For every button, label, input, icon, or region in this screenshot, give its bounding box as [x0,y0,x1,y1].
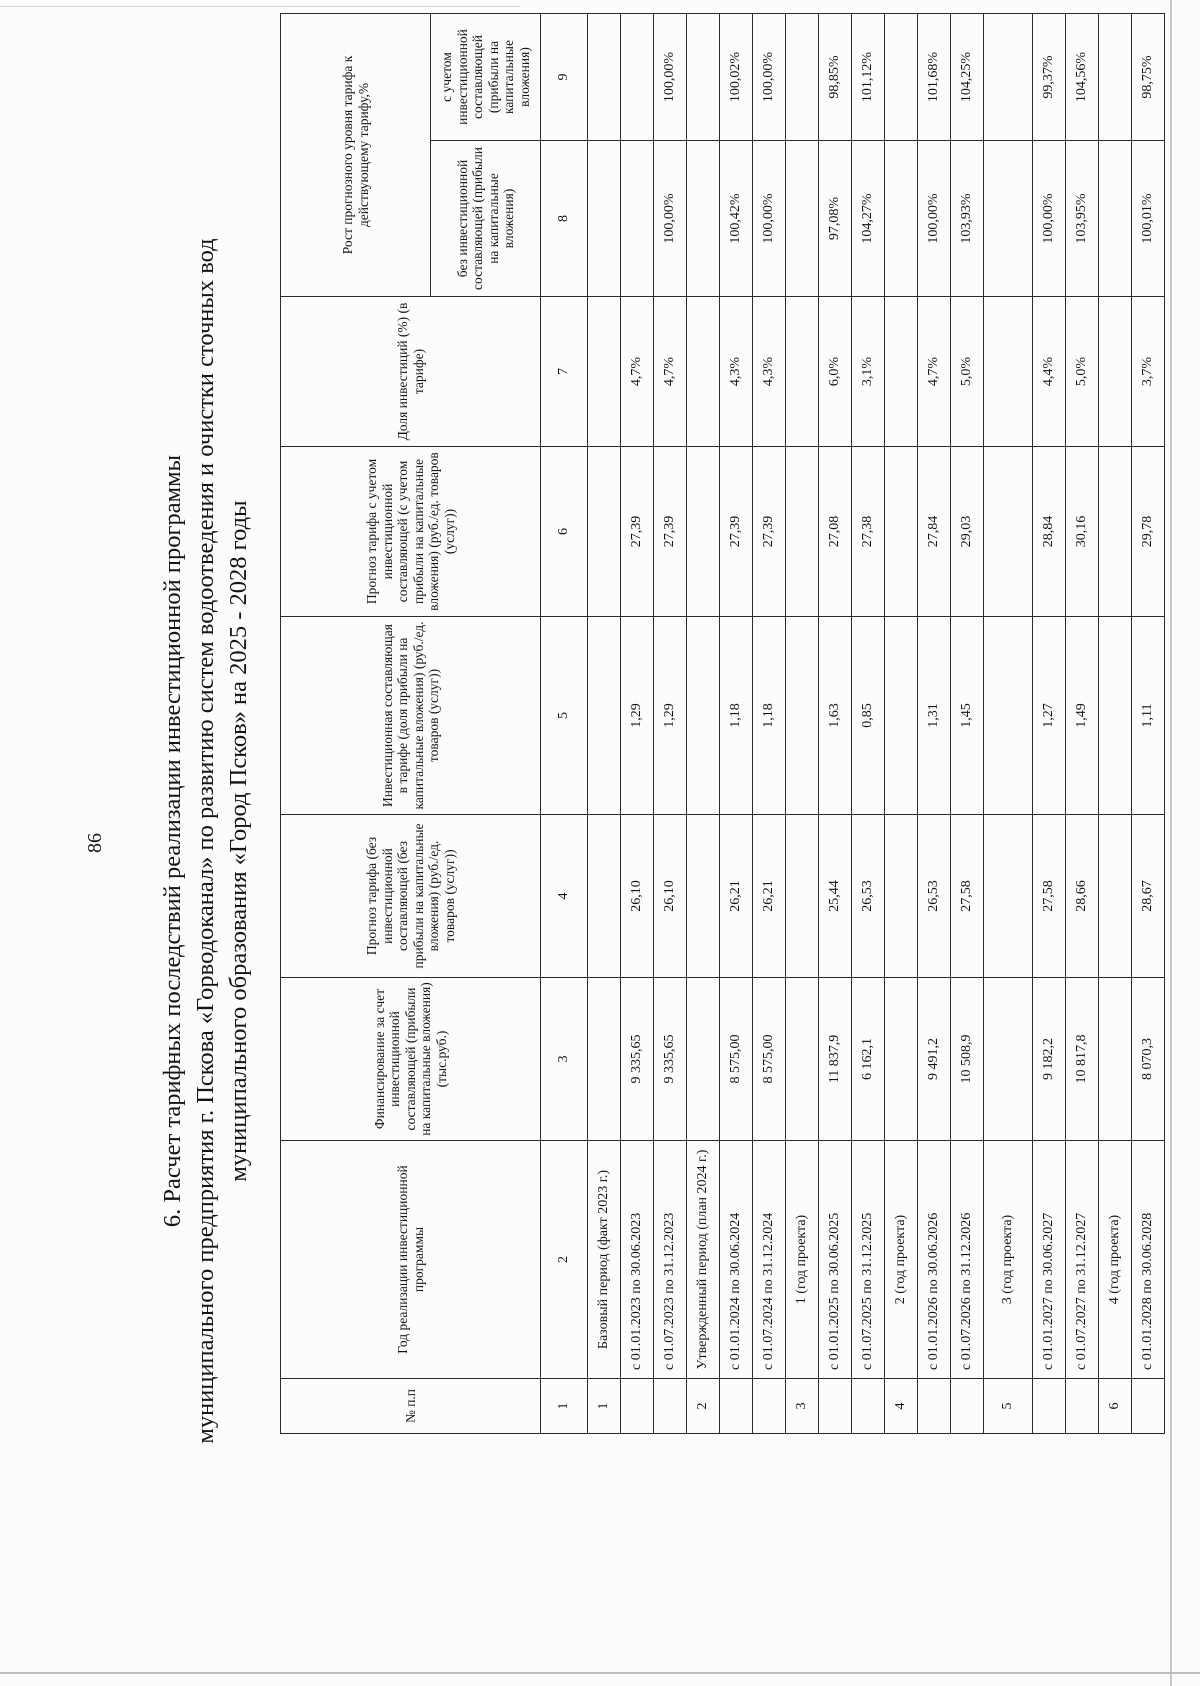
row-financing: 8 070,3 [1132,978,1165,1141]
section-number: 2 [687,1379,720,1434]
empty-cell [1099,297,1132,447]
table-row [720,14,753,1434]
row-tariff-with-inv: 27,39 [753,447,786,617]
section-row [984,14,1033,1434]
empty-cell [1099,978,1132,1141]
empty-cell [588,297,621,447]
table-row [1132,14,1165,1434]
row-growth-without-inv: 100,00% [654,141,687,297]
col-number: 4 [541,815,588,978]
row-financing: 11 837,9 [819,978,852,1141]
table-row [753,14,786,1434]
row-period: с 01.07.2024 по 31.12.2024 [753,1141,786,1379]
row-growth-without-inv: 104,27% [852,141,885,297]
column-number-row [541,14,588,1434]
row-period: с 01.01.2024 по 30.06.2024 [720,1141,753,1379]
col-number: 6 [541,447,588,617]
col-number: 8 [541,141,588,297]
row-period: с 01.07.2026 по 31.12.2026 [951,1141,984,1379]
row-inv-component: 0,85 [852,617,885,815]
empty-cell [687,297,720,447]
row-growth-with-inv: 104,56% [1066,14,1099,141]
empty-cell [588,978,621,1141]
empty-cell [984,978,1033,1141]
row-period: с 01.01.2028 по 30.06.2028 [1132,1141,1165,1379]
row-number [1033,1379,1066,1434]
row-number [819,1379,852,1434]
header-tariff-without-inv: Прогноз тарифа (без инвестиционной составляющей (без прибыли на капитальные вложения) (руб./ед. товаров (услуг)) [281,815,541,978]
row-growth-with-inv: 98,85% [819,14,852,141]
empty-cell [687,447,720,617]
header-inv-share: Доля инвестиций (%) (в тарифе) [281,297,541,447]
row-number [852,1379,885,1434]
empty-cell [984,815,1033,978]
empty-cell [984,447,1033,617]
row-inv-component: 1,31 [918,617,951,815]
col-number: 9 [541,14,588,141]
row-number [621,1379,654,1434]
row-financing: 10 817,8 [1066,978,1099,1141]
table-row [654,14,687,1434]
col-number: 5 [541,617,588,815]
section-label: 4 (год проекта) [1099,1141,1132,1379]
row-inv-component: 1,45 [951,617,984,815]
empty-cell [687,815,720,978]
row-tariff-with-inv: 27,84 [918,447,951,617]
row-tariff-without-inv: 26,53 [852,815,885,978]
table-row [852,14,885,1434]
col-number: 3 [541,978,588,1141]
row-tariff-with-inv: 27,39 [720,447,753,617]
empty-cell [885,141,918,297]
empty-cell [786,297,819,447]
tariff-table [280,13,1165,1434]
row-inv-share: 4,3% [753,297,786,447]
empty-cell [687,14,720,141]
section-label: Утвержденный период (план 2024 г.) [687,1141,720,1379]
row-financing: 9 335,65 [621,978,654,1141]
row-number [951,1379,984,1434]
row-inv-component: 1,27 [1033,617,1066,815]
row-tariff-without-inv: 27,58 [951,815,984,978]
row-growth-without-inv: 100,42% [720,141,753,297]
row-tariff-with-inv: 27,39 [654,447,687,617]
row-growth-with-inv: 100,00% [753,14,786,141]
row-growth-without-inv: 97,08% [819,141,852,297]
row-number [720,1379,753,1434]
row-tariff-without-inv: 26,53 [918,815,951,978]
row-inv-component: 1,11 [1132,617,1165,815]
row-inv-component: 1,29 [621,617,654,815]
row-inv-share: 3,1% [852,297,885,447]
row-number [1132,1379,1165,1434]
table-body [588,14,1165,1434]
row-tariff-without-inv: 28,67 [1132,815,1165,978]
row-growth-without-inv: 103,93% [951,141,984,297]
row-tariff-without-inv: 25,44 [819,815,852,978]
row-number [654,1379,687,1434]
header-growth: Рост прогнозного уровня тарифа к действующему тарифу,% [281,14,431,297]
empty-cell [786,617,819,815]
empty-cell [588,141,621,297]
row-tariff-without-inv: 28,66 [1066,815,1099,978]
empty-cell [687,617,720,815]
section-number: 1 [588,1379,621,1434]
row-financing: 6 162,1 [852,978,885,1141]
col-number: 7 [541,297,588,447]
empty-cell [786,815,819,978]
empty-cell [885,978,918,1141]
row-growth-with-inv: 99,37% [1033,14,1066,141]
row-inv-share: 5,0% [1066,297,1099,447]
row-period: с 01.07.2025 по 31.12.2025 [852,1141,885,1379]
empty-cell [885,815,918,978]
empty-cell [786,978,819,1141]
empty-cell [1099,617,1132,815]
section-number: 6 [1099,1379,1132,1434]
row-inv-component: 1,49 [1066,617,1099,815]
row-financing: 8 575,00 [753,978,786,1141]
row-tariff-with-inv: 29,78 [1132,447,1165,617]
row-inv-share: 3,7% [1132,297,1165,447]
row-tariff-without-inv: 27,58 [1033,815,1066,978]
empty-cell [687,978,720,1141]
title-line-3: муниципального образования «Город Псков» на 2025 - 2028 годы [225,500,252,1182]
table-row [951,14,984,1434]
empty-cell [1099,141,1132,297]
row-growth-without-inv [621,141,654,297]
empty-cell [588,815,621,978]
document-title [156,146,255,1536]
row-tariff-without-inv: 26,21 [753,815,786,978]
row-tariff-with-inv: 29,03 [951,447,984,617]
row-period: с 01.01.2025 по 30.06.2025 [819,1141,852,1379]
row-period: с 01.07.2027 по 31.12.2027 [1066,1141,1099,1379]
section-row [1099,14,1132,1434]
section-number: 3 [786,1379,819,1434]
table-row [918,14,951,1434]
empty-cell [885,617,918,815]
empty-cell [588,617,621,815]
section-label: 3 (год проекта) [984,1141,1033,1379]
row-inv-share: 4,7% [918,297,951,447]
row-growth-with-inv: 98,75% [1132,14,1165,141]
row-growth-without-inv: 100,00% [918,141,951,297]
empty-cell [885,297,918,447]
row-growth-with-inv: 104,25% [951,14,984,141]
table-row [1066,14,1099,1434]
section-row [885,14,918,1434]
row-growth-with-inv [621,14,654,141]
row-growth-with-inv: 100,02% [720,14,753,141]
row-inv-share: 5,0% [951,297,984,447]
row-number [1066,1379,1099,1434]
row-growth-with-inv: 101,12% [852,14,885,141]
header-growth-with-inv: с учетом инвестиционной составляющей (прибыли на капитальные вложения) [431,14,541,141]
row-inv-component: 1,18 [720,617,753,815]
row-period: с 01.07.2023 по 31.12.2023 [654,1141,687,1379]
table-row [621,14,654,1434]
empty-cell [984,14,1033,141]
row-number [753,1379,786,1434]
section-row [687,14,720,1434]
row-inv-share: 4,7% [621,297,654,447]
header-year: Год реализации инвестиционной программы [281,1141,541,1379]
header-inv-component: Инвестиционная составляющая в тарифе (доля прибыли на капитальные вложения) (руб./ед. товаров (услуг)) [281,617,541,815]
row-period: с 01.01.2023 по 30.06.2023 [621,1141,654,1379]
section-label: Базовый период (факт 2023 г.) [588,1141,621,1379]
col-number: 2 [541,1141,588,1379]
row-inv-share: 4,7% [654,297,687,447]
empty-cell [1099,815,1132,978]
page-number: 86 [84,833,106,853]
header-growth-without-inv: без инвестиционной составляющей (прибыли на капитальные вложения) [431,141,541,297]
table-row [819,14,852,1434]
empty-cell [984,297,1033,447]
row-number [918,1379,951,1434]
row-growth-with-inv: 100,00% [654,14,687,141]
row-period: с 01.01.2026 по 30.06.2026 [918,1141,951,1379]
row-tariff-with-inv: 30,16 [1066,447,1099,617]
row-financing: 8 575,00 [720,978,753,1141]
section-number: 5 [984,1379,1033,1434]
row-financing: 9 491,2 [918,978,951,1141]
row-growth-without-inv: 100,00% [753,141,786,297]
row-inv-share: 6,0% [819,297,852,447]
section-row [786,14,819,1434]
section-label: 2 (год проекта) [885,1141,918,1379]
row-tariff-with-inv: 27,38 [852,447,885,617]
title-line-1: 6. Расчет тарифных последствий реализации инвестиционной программы [159,454,186,1228]
row-tariff-with-inv: 28,84 [1033,447,1066,617]
section-label: 1 (год проекта) [786,1141,819,1379]
empty-cell [984,617,1033,815]
row-growth-without-inv: 100,01% [1132,141,1165,297]
table-row [1033,14,1066,1434]
row-financing: 9 335,65 [654,978,687,1141]
row-tariff-with-inv: 27,08 [819,447,852,617]
empty-cell [786,14,819,141]
section-number: 4 [885,1379,918,1434]
row-tariff-without-inv: 26,10 [621,815,654,978]
row-tariff-with-inv: 27,39 [621,447,654,617]
title-line-2: муниципального предприятия г. Пскова «Горводоканал» по развитию систем водоотведения и очистки сточных вод [192,238,219,1444]
row-tariff-without-inv: 26,10 [654,815,687,978]
row-growth-without-inv: 103,95% [1066,141,1099,297]
row-growth-without-inv: 100,00% [1033,141,1066,297]
row-inv-share: 4,3% [720,297,753,447]
header-tariff-with-inv: Прогноз тарифа с учетом инвестиционной составляющей (с учетом прибыли на капитальные вложения) (руб./ед. товаров (услуг)) [281,447,541,617]
empty-cell [1099,14,1132,141]
empty-cell [786,447,819,617]
row-growth-with-inv: 101,68% [918,14,951,141]
row-inv-share: 4,4% [1033,297,1066,447]
row-period: с 01.01.2027 по 30.06.2027 [1033,1141,1066,1379]
empty-cell [885,14,918,141]
header-financing: Финансирование за счет инвестиционной составляющей (прибыли на капитальные вложения) (тыс.руб.) [281,978,541,1141]
section-row [588,14,621,1434]
col-number: 1 [541,1379,588,1434]
row-tariff-without-inv: 26,21 [720,815,753,978]
empty-cell [588,14,621,141]
empty-cell [687,141,720,297]
row-inv-component: 1,29 [654,617,687,815]
row-inv-component: 1,18 [753,617,786,815]
empty-cell [885,447,918,617]
empty-cell [786,141,819,297]
header-num: № п.п [281,1379,541,1434]
row-financing: 10 508,9 [951,978,984,1141]
empty-cell [984,141,1033,297]
row-financing: 9 182,2 [1033,978,1066,1141]
empty-cell [588,447,621,617]
empty-cell [1099,447,1132,617]
row-inv-component: 1,63 [819,617,852,815]
